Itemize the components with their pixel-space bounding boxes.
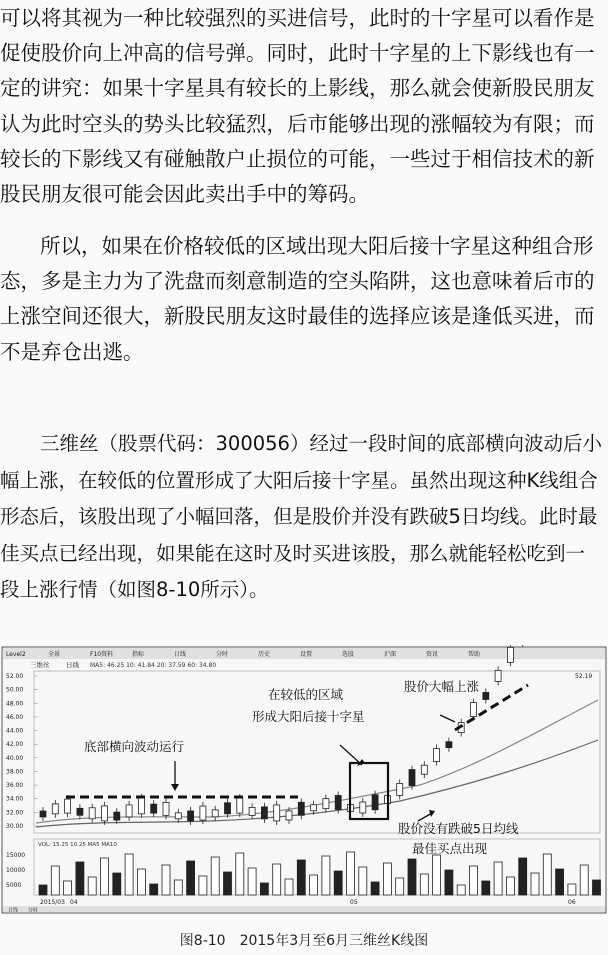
volume-bar (174, 880, 182, 895)
volume-bar (593, 880, 601, 895)
y-tick-label: 46.00 (6, 713, 24, 721)
volume-bar (543, 854, 551, 895)
candle-body (434, 749, 440, 762)
candle-body (163, 802, 169, 815)
y-tick-label: 50.00 (6, 686, 24, 694)
annotation-sideways: 底部横向波动运行 (84, 739, 185, 754)
toolbar-item[interactable]: 分时 (216, 651, 229, 658)
volume-bar (556, 869, 564, 895)
volume-bar (39, 885, 47, 895)
y-tick-label: 44.00 (6, 727, 24, 735)
toolbar-item[interactable]: 设置 (300, 651, 313, 658)
toolbar-item[interactable]: 全景 (48, 651, 61, 658)
volume-bar (113, 873, 121, 895)
volume-bar (248, 868, 256, 895)
y-tick-label: 42.00 (6, 741, 24, 749)
volume-bar (199, 876, 207, 895)
top-price-label: 52.19 (575, 673, 593, 680)
volume-bar (211, 857, 219, 895)
volume-bar (285, 879, 293, 895)
paragraph-1: 可以将其视为一种比较强烈的买进信号，此时的十字星可以看作是促使股价向上冲高的信号弹。同时，此时十字星的上下影线也有一定的讲究：如果十字星具有较长的上影线，那么就会使新股民朋友认为此时空头的势头比较猛烈，后市能够出现的涨幅较为有限；而较长的下影线又有碰触散户止损位的可能，一些过于相信技术的新股民朋友很可能会因此卖出手中的筹码。 (0, 6, 595, 207)
volume-bar (347, 852, 355, 895)
volume-bar (162, 865, 170, 895)
candle-body (114, 812, 120, 820)
toolbar-item[interactable]: F10资料 (90, 651, 114, 658)
toolbar-item[interactable]: 沪深 (384, 651, 397, 658)
candle-body (212, 810, 218, 817)
chart-period: 日线 (66, 661, 79, 669)
candle-body (200, 806, 206, 820)
volume-tick-label: 15000 (6, 852, 26, 859)
volume-tick-label: 10000 (6, 867, 26, 874)
volume-bar (371, 882, 379, 895)
candle-body (65, 799, 71, 813)
paragraph-3: 三维丝（股票代码：300056）经过一段时间的底部横向波动后小幅上涨，在较低的位置形成了大阳后接十字星。虽然出现这种K线组合形态后，该股出现了小幅回落，但是股价并没有跌破5日均线。此时最佳买点已经出现，如果能在这时及时买进该股，那么就能轻松吃到一段上涨行情（如图8-10所示）。 (0, 432, 602, 601)
candle-body (323, 799, 329, 809)
volume-bar (322, 856, 330, 895)
volume-bar (125, 854, 133, 895)
volume-bar (224, 872, 232, 895)
volume-bar (408, 859, 416, 895)
candle-body (360, 802, 366, 813)
candle-body (102, 806, 108, 821)
annotation-ma5: 股价没有跌破5日均线 (398, 821, 519, 836)
y-tick-label: 34.00 (6, 795, 24, 803)
volume-bar (88, 877, 96, 895)
volume-bar (334, 871, 342, 895)
y-tick-label: 30.00 (6, 823, 24, 830)
volume-bar (359, 867, 367, 895)
volume-bar (580, 865, 588, 895)
candle-body (495, 670, 501, 681)
volume-bar (482, 881, 490, 895)
toolbar-item[interactable]: Level2 (6, 651, 26, 658)
candle-body (421, 765, 427, 774)
candle-body (225, 803, 231, 814)
date-label-3: 05 (350, 899, 358, 906)
volume-bar (76, 862, 84, 895)
candle-body (274, 805, 280, 821)
volume-bar (150, 884, 158, 895)
candle-body (446, 742, 452, 748)
volume-bar (494, 862, 502, 895)
volume-bar (457, 885, 465, 895)
volume-bar (273, 864, 281, 895)
date-label-4: 06 (568, 899, 576, 906)
candle-body (77, 808, 83, 815)
toolbar-item[interactable]: 选股 (342, 651, 355, 658)
volume-bar (310, 875, 318, 895)
annotation-pattern-2: 形成大阳后接十字星 (252, 709, 365, 724)
annotation-pattern-1: 在较低的区域 (268, 687, 344, 702)
candle-body (261, 807, 267, 819)
annotation-buy-point: 最佳买点出现 (412, 841, 488, 856)
y-tick-label: 38.00 (6, 768, 24, 776)
volume-bar (531, 873, 539, 895)
volume-bar (101, 858, 109, 895)
y-tick-label: 48.00 (6, 700, 24, 708)
volume-bar (445, 870, 453, 895)
volume-bar (420, 874, 428, 895)
date-label-1: 2015/03 (40, 899, 65, 906)
toolbar-item[interactable]: 指标 (132, 651, 145, 658)
candle-body (372, 795, 378, 810)
candle-body (286, 811, 292, 820)
volume-bar (383, 863, 391, 895)
candle-body (126, 805, 132, 817)
y-tick-label: 32.00 (6, 809, 24, 817)
volume-bar (433, 855, 441, 895)
volume-bar (568, 884, 576, 895)
y-tick-label: 36.00 (6, 782, 24, 790)
kline-chart-figure (0, 645, 608, 915)
candle-body (335, 795, 341, 809)
volume-bar (137, 869, 145, 895)
volume-bar (519, 858, 527, 895)
candle-body (409, 770, 415, 786)
candle-body (175, 813, 181, 819)
volume-bar (51, 866, 59, 895)
paragraph-2: 所以，如果在价格较低的区域出现大阳后接十字星这种组合形态，多是主力为了洗盘而刻意制造的空头陷阱，这也意味着后市的上涨空间还很大，新股民朋友这时最佳的选择应该是逢低买进，而不是弃仓出逃。 (0, 234, 595, 364)
ma-info-line: MA5: 46.25 10: 41.84 20: 37.59 60: 34.80 (90, 662, 217, 669)
volume-info: VOL: 15.25 10.25 MA5 MA10 (38, 842, 117, 848)
volume-bar (64, 881, 72, 895)
toolbar-item[interactable]: 日线 (174, 651, 187, 658)
candle-body (298, 802, 304, 815)
volume-bar (470, 866, 478, 895)
candle-body (188, 811, 194, 821)
volume-tick-label: 5000 (6, 882, 22, 889)
toolbar-item[interactable]: 历史 (258, 651, 271, 658)
bottom-tab-daily[interactable]: 日线 (8, 907, 19, 914)
candle-body (237, 798, 243, 813)
candle-body (249, 807, 255, 815)
candle-body (138, 798, 144, 814)
candle-body (52, 804, 58, 814)
stock-name: 三维丝 (30, 661, 50, 669)
toolbar-item[interactable]: 帮助 (468, 651, 481, 658)
chart-bottom-bar (3, 906, 605, 912)
toolbar-item[interactable]: 资讯 (426, 651, 439, 658)
y-tick-label: 52.00 (6, 673, 24, 680)
candle-body (40, 811, 46, 817)
date-label-2: 04 (70, 899, 78, 906)
volume-bar (297, 860, 305, 895)
candle-body (471, 703, 477, 717)
candle-body (397, 783, 403, 795)
volume-bar (506, 877, 514, 895)
volume-bar (236, 853, 244, 895)
candle-body (151, 804, 157, 813)
volume-bar (396, 878, 404, 895)
y-tick-label: 40.00 (6, 754, 24, 762)
volume-bar (187, 861, 195, 895)
volume-bar (260, 883, 268, 895)
candle-body (311, 805, 317, 811)
annotation-rise: 股价大幅上涨 (404, 679, 480, 694)
candle-body (507, 647, 513, 662)
figure-caption: 图8-10 2015年3月至6月三维丝K线图 (179, 933, 429, 949)
candle-body (89, 808, 95, 819)
bottom-tab-intraday[interactable]: 分时 (28, 907, 39, 914)
candle-body (483, 692, 489, 699)
